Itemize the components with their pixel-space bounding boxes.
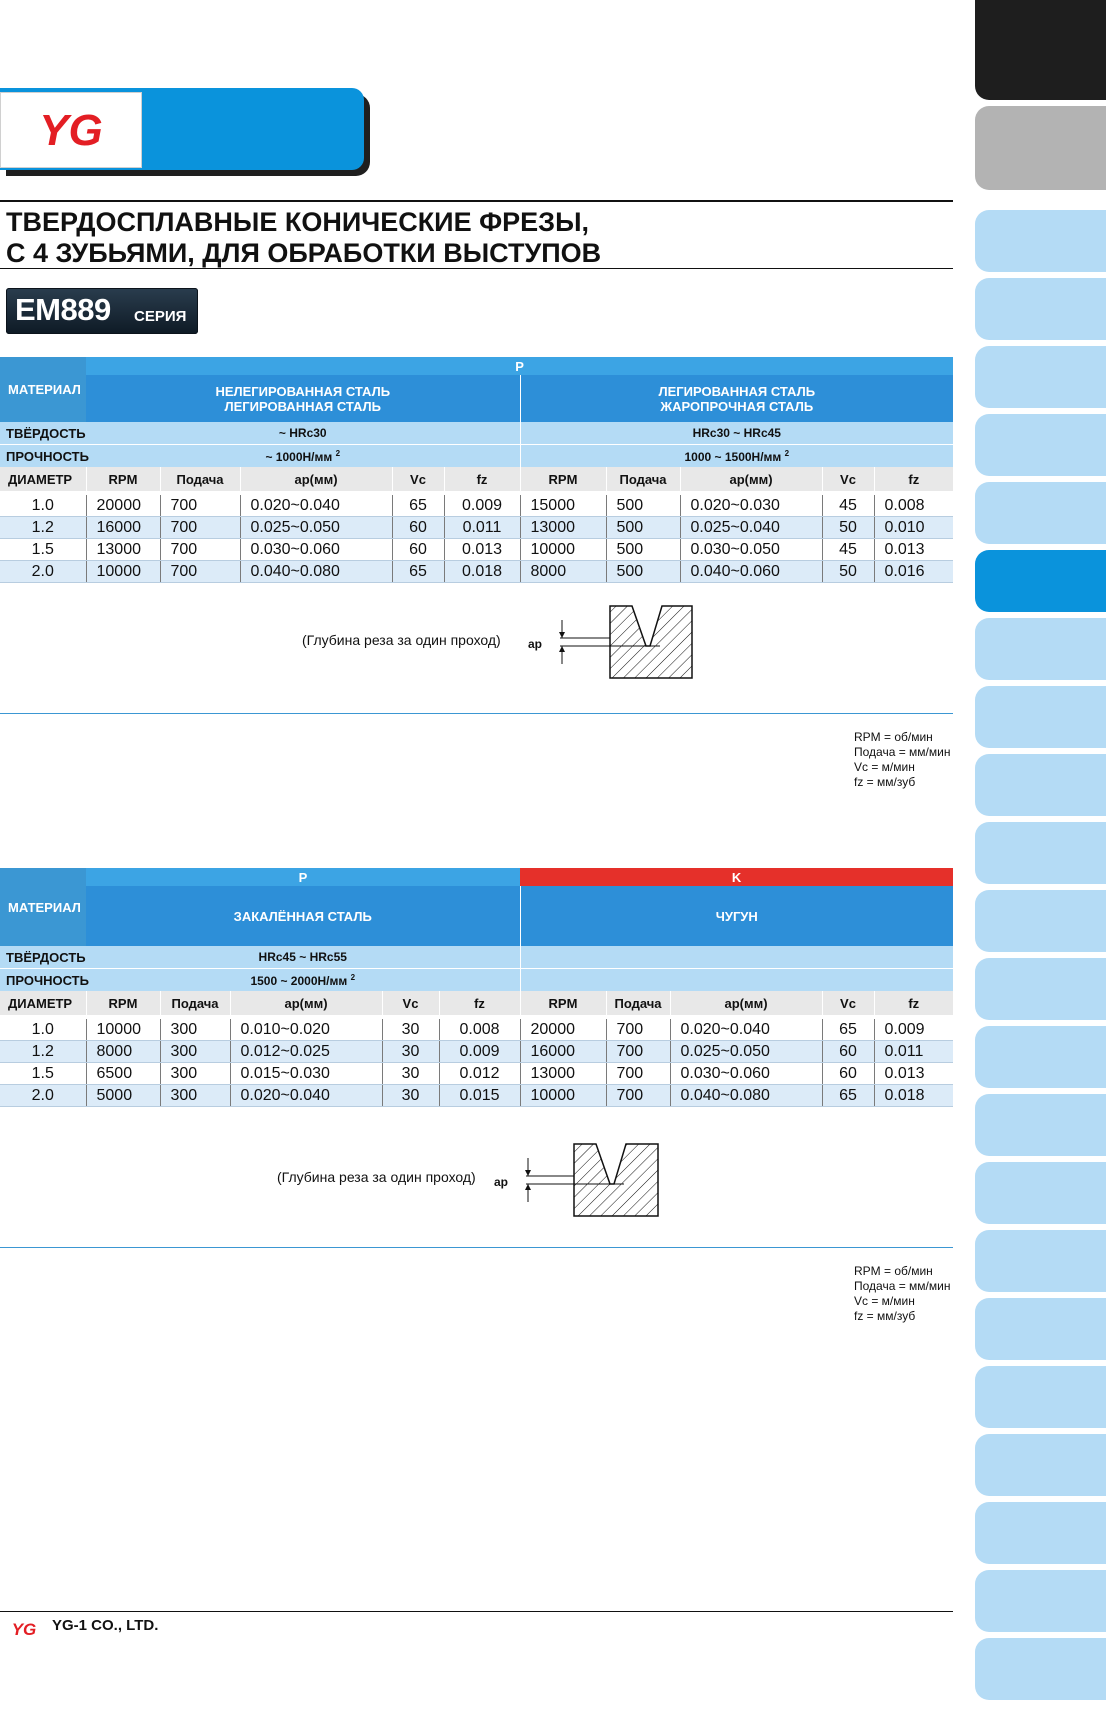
side-tab bbox=[975, 1094, 1106, 1156]
side-tab bbox=[975, 346, 1106, 408]
col-rpm: RPM bbox=[520, 467, 606, 491]
side-tab bbox=[975, 482, 1106, 544]
brand-header bbox=[0, 88, 370, 176]
side-tab bbox=[975, 890, 1106, 952]
hardness-left: ~ HRc30 bbox=[86, 422, 520, 445]
footer-rule bbox=[0, 1611, 953, 1612]
side-tab bbox=[975, 1162, 1106, 1224]
side-tab bbox=[975, 1638, 1106, 1700]
side-tab bbox=[975, 618, 1106, 680]
side-tab bbox=[975, 1026, 1106, 1088]
side-tab bbox=[975, 686, 1106, 748]
table-row: 2.0 10000 700 0.040~0.080 65 0.018 8000 500 0.040~0.060 50 0.016 bbox=[0, 561, 953, 583]
footer-logo-icon bbox=[2, 1618, 46, 1640]
material-right: ЧУГУН bbox=[520, 886, 953, 946]
hardness-label: ТВЁРДОСТЬ bbox=[0, 946, 86, 969]
series-code: EM889 bbox=[15, 292, 111, 327]
strength-right bbox=[520, 969, 953, 992]
units-legend-1: RPM = об/мин Подача = мм/мин Vc = м/мин fz = мм/зуб bbox=[854, 730, 951, 789]
side-tab bbox=[975, 1230, 1106, 1292]
title-line-2: С 4 ЗУБЬЯМИ, ДЛЯ ОБРАБОТКИ ВЫСТУПОВ bbox=[6, 238, 602, 268]
table-row: 1.5 13000 700 0.030~0.060 60 0.013 10000 500 0.030~0.050 45 0.013 bbox=[0, 539, 953, 561]
table-row: 1.0 10000 300 0.010~0.020 30 0.008 20000 700 0.020~0.040 65 0.009 bbox=[0, 1019, 953, 1041]
diagram-caption: (Глубина реза за один проход) bbox=[277, 1169, 476, 1185]
strength-left: ~ 1000Н/мм $^2$ bbox=[86, 445, 520, 468]
svg-text:ap: ap bbox=[528, 637, 543, 651]
side-tabs bbox=[975, 0, 1106, 1716]
side-tab bbox=[975, 1434, 1106, 1496]
side-tab-dark bbox=[975, 0, 1106, 100]
col-diameter: ДИАМЕТР bbox=[0, 991, 86, 1015]
material-right: ЛЕГИРОВАННАЯ СТАЛЬ ЖАРОПРОЧНАЯ СТАЛЬ bbox=[520, 375, 953, 422]
side-tab bbox=[975, 1502, 1106, 1564]
material-label: МАТЕРИАЛ bbox=[0, 868, 86, 946]
col-feed: Подача bbox=[160, 991, 230, 1015]
col-ap: ap(мм) bbox=[680, 467, 822, 491]
side-tab bbox=[975, 822, 1106, 884]
strength-right: 1000 ~ 1500Н/мм $^2$ bbox=[520, 445, 953, 468]
side-tab bbox=[975, 210, 1106, 272]
units-legend-2: RPM = об/мин Подача = мм/мин Vc = м/мин fz = мм/зуб bbox=[854, 1264, 951, 1323]
strength-label: ПРОЧНОСТЬ bbox=[0, 969, 86, 992]
hardness-right: HRc30 ~ HRc45 bbox=[520, 422, 953, 445]
material-left: ЗАКАЛЁННАЯ СТАЛЬ bbox=[86, 886, 520, 946]
hardness-left: HRc45 ~ HRc55 bbox=[86, 946, 520, 969]
svg-text:ap: ap bbox=[494, 1175, 509, 1189]
col-ap: ap(мм) bbox=[240, 467, 392, 491]
brand-logo bbox=[0, 92, 142, 168]
table-row: 1.2 8000 300 0.012~0.025 30 0.009 16000 700 0.025~0.050 60 0.011 bbox=[0, 1041, 953, 1063]
col-fz: fz bbox=[874, 991, 953, 1015]
svg-text:YG: YG bbox=[39, 106, 103, 155]
groove-diagram bbox=[520, 600, 700, 680]
title-rule-bottom bbox=[0, 268, 953, 269]
yg-logo-icon bbox=[1, 93, 141, 167]
section-divider bbox=[0, 713, 953, 714]
side-tab bbox=[975, 754, 1106, 816]
side-tab bbox=[975, 958, 1106, 1020]
cutting-table-1 bbox=[0, 357, 953, 583]
svg-text:YG: YG bbox=[11, 1620, 37, 1639]
col-fz: fz bbox=[874, 467, 953, 491]
side-tab bbox=[975, 1298, 1106, 1360]
col-fz: fz bbox=[444, 467, 520, 491]
section-divider bbox=[0, 1247, 953, 1248]
title-line-1: ТВЕРДОСПЛАВНЫЕ КОНИЧЕСКИЕ ФРЕЗЫ, bbox=[6, 207, 590, 237]
side-tab bbox=[975, 1366, 1106, 1428]
series-badge bbox=[6, 288, 198, 334]
series-word: СЕРИЯ bbox=[134, 308, 187, 325]
hardness-right bbox=[520, 946, 953, 969]
col-feed: Подача bbox=[606, 467, 680, 491]
groove-diagram bbox=[486, 1138, 666, 1218]
side-tab bbox=[975, 414, 1106, 476]
col-rpm: RPM bbox=[86, 467, 160, 491]
column-header-row bbox=[0, 991, 953, 1015]
hardness-label: ТВЁРДОСТЬ bbox=[0, 422, 86, 445]
page-title bbox=[6, 207, 946, 269]
cutting-table-2 bbox=[0, 868, 953, 1107]
column-header-row bbox=[0, 467, 953, 491]
col-vc: Vc bbox=[822, 467, 874, 491]
col-vc: Vc bbox=[822, 991, 874, 1015]
table-row: 1.0 20000 700 0.020~0.040 65 0.009 15000 500 0.020~0.030 45 0.008 bbox=[0, 495, 953, 517]
group-p-header: P bbox=[86, 357, 953, 375]
side-tab bbox=[975, 278, 1106, 340]
side-tab-gray bbox=[975, 106, 1106, 190]
group-k-header: K bbox=[520, 868, 953, 886]
diagram-caption: (Глубина реза за один проход) bbox=[302, 632, 501, 648]
col-ap: ap(мм) bbox=[230, 991, 382, 1015]
side-tab bbox=[975, 550, 1106, 612]
col-rpm: RPM bbox=[86, 991, 160, 1015]
col-feed: Подача bbox=[606, 991, 670, 1015]
group-p-header: P bbox=[86, 868, 520, 886]
title-rule-top bbox=[0, 200, 953, 202]
material-left: НЕЛЕГИРОВАННАЯ СТАЛЬ ЛЕГИРОВАННАЯ СТАЛЬ bbox=[86, 375, 520, 422]
col-vc: Vc bbox=[392, 467, 444, 491]
side-tab bbox=[975, 1570, 1106, 1632]
footer-company: YG-1 CO., LTD. bbox=[52, 1617, 159, 1634]
col-fz: fz bbox=[439, 991, 520, 1015]
strength-label: ПРОЧНОСТЬ bbox=[0, 445, 86, 468]
col-diameter: ДИАМЕТР bbox=[0, 467, 86, 491]
table-row: 1.2 16000 700 0.025~0.050 60 0.011 13000 500 0.025~0.040 50 0.010 bbox=[0, 517, 953, 539]
col-vc: Vc bbox=[382, 991, 439, 1015]
col-rpm: RPM bbox=[520, 991, 606, 1015]
table-row: 1.5 6500 300 0.015~0.030 30 0.012 13000 700 0.030~0.060 60 0.013 bbox=[0, 1063, 953, 1085]
col-ap: ap(мм) bbox=[670, 991, 822, 1015]
col-feed: Подача bbox=[160, 467, 240, 491]
strength-left: 1500 ~ 2000Н/мм $^2$ bbox=[86, 969, 520, 992]
material-label: МАТЕРИАЛ bbox=[0, 357, 86, 422]
table-row: 2.0 5000 300 0.020~0.040 30 0.015 10000 700 0.040~0.080 65 0.018 bbox=[0, 1085, 953, 1107]
